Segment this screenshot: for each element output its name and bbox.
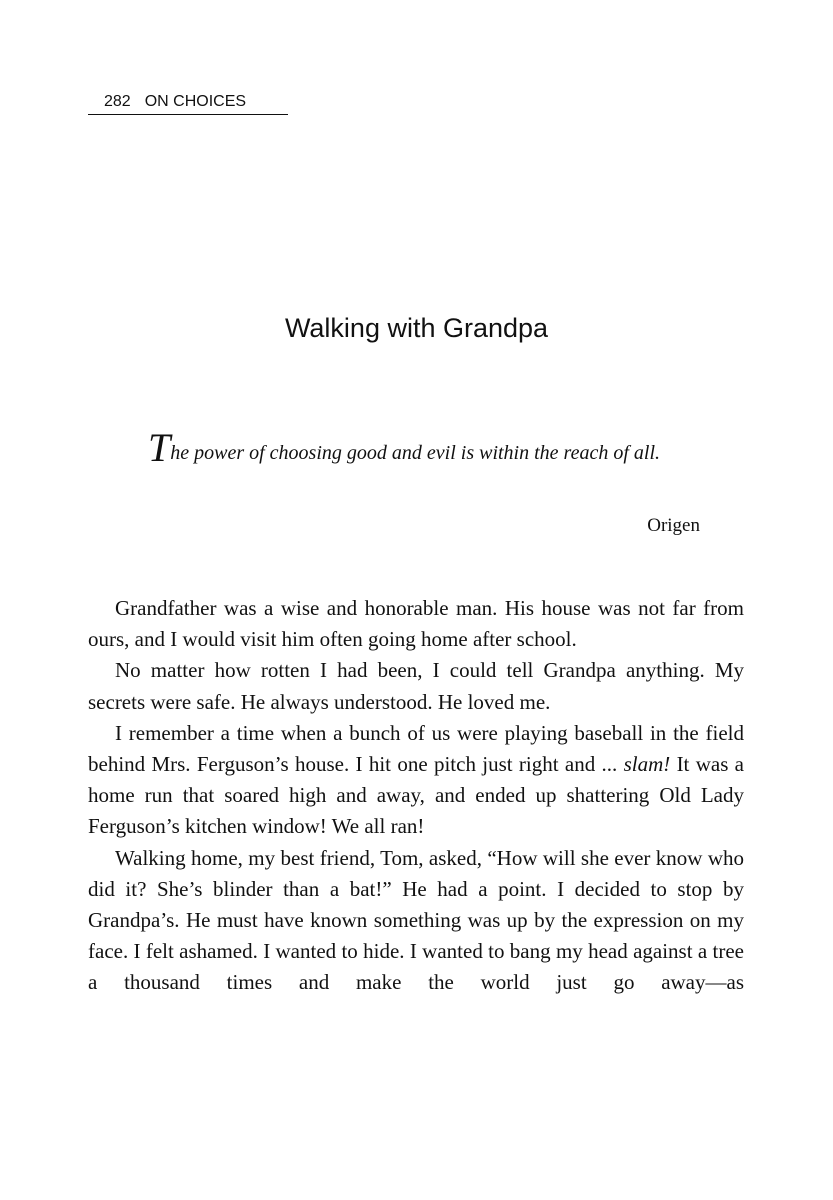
paragraph-3-start: I remember a time when a bunch of us were playing baseball in the field behind Mrs. Ferguson’s house. I hit one pitch just right and ... [88, 720, 744, 777]
paragraph-1: Grandfather was a wise and honorable man. His house was not far from ours, and I would visit him often going home after school. [88, 596, 744, 652]
epigraph-quote [130, 425, 702, 470]
page-number: 282 [104, 93, 131, 110]
body-text [88, 593, 744, 999]
paragraph-2: No matter how rotten I had been, I could tell Grandpa anything. My secrets were safe. He always understood. He loved me. [88, 658, 744, 714]
section-title: ON CHOICES [144, 93, 247, 110]
paragraph-3-emphasis: slam! [623, 752, 671, 777]
epigraph-attribution: Origen [647, 515, 700, 536]
chapter-title: Walking with Grandpa [284, 313, 549, 343]
running-head [88, 92, 288, 115]
epigraph-drop-cap: T [148, 425, 171, 470]
paragraph-3 [88, 718, 744, 843]
paragraph-4: Walking home, my best friend, Tom, asked, “How will she ever know who did it? She’s blinder than a bat!” He had a point. I decided to stop by Grandpa’s. He must have known something was up by the expression on my face. I felt ashamed. I wanted to hide. I wanted to bang my head against a tree a thousand times and make the world just go away—as [88, 845, 744, 995]
paragraph-3-end: It was a home run that soared high and away, and ended up shattering Old Lady Ferguson’s kitchen window! We all ran! [88, 752, 744, 839]
epigraph-text: he power of choosing good and evil is within the reach of all. [170, 442, 661, 464]
